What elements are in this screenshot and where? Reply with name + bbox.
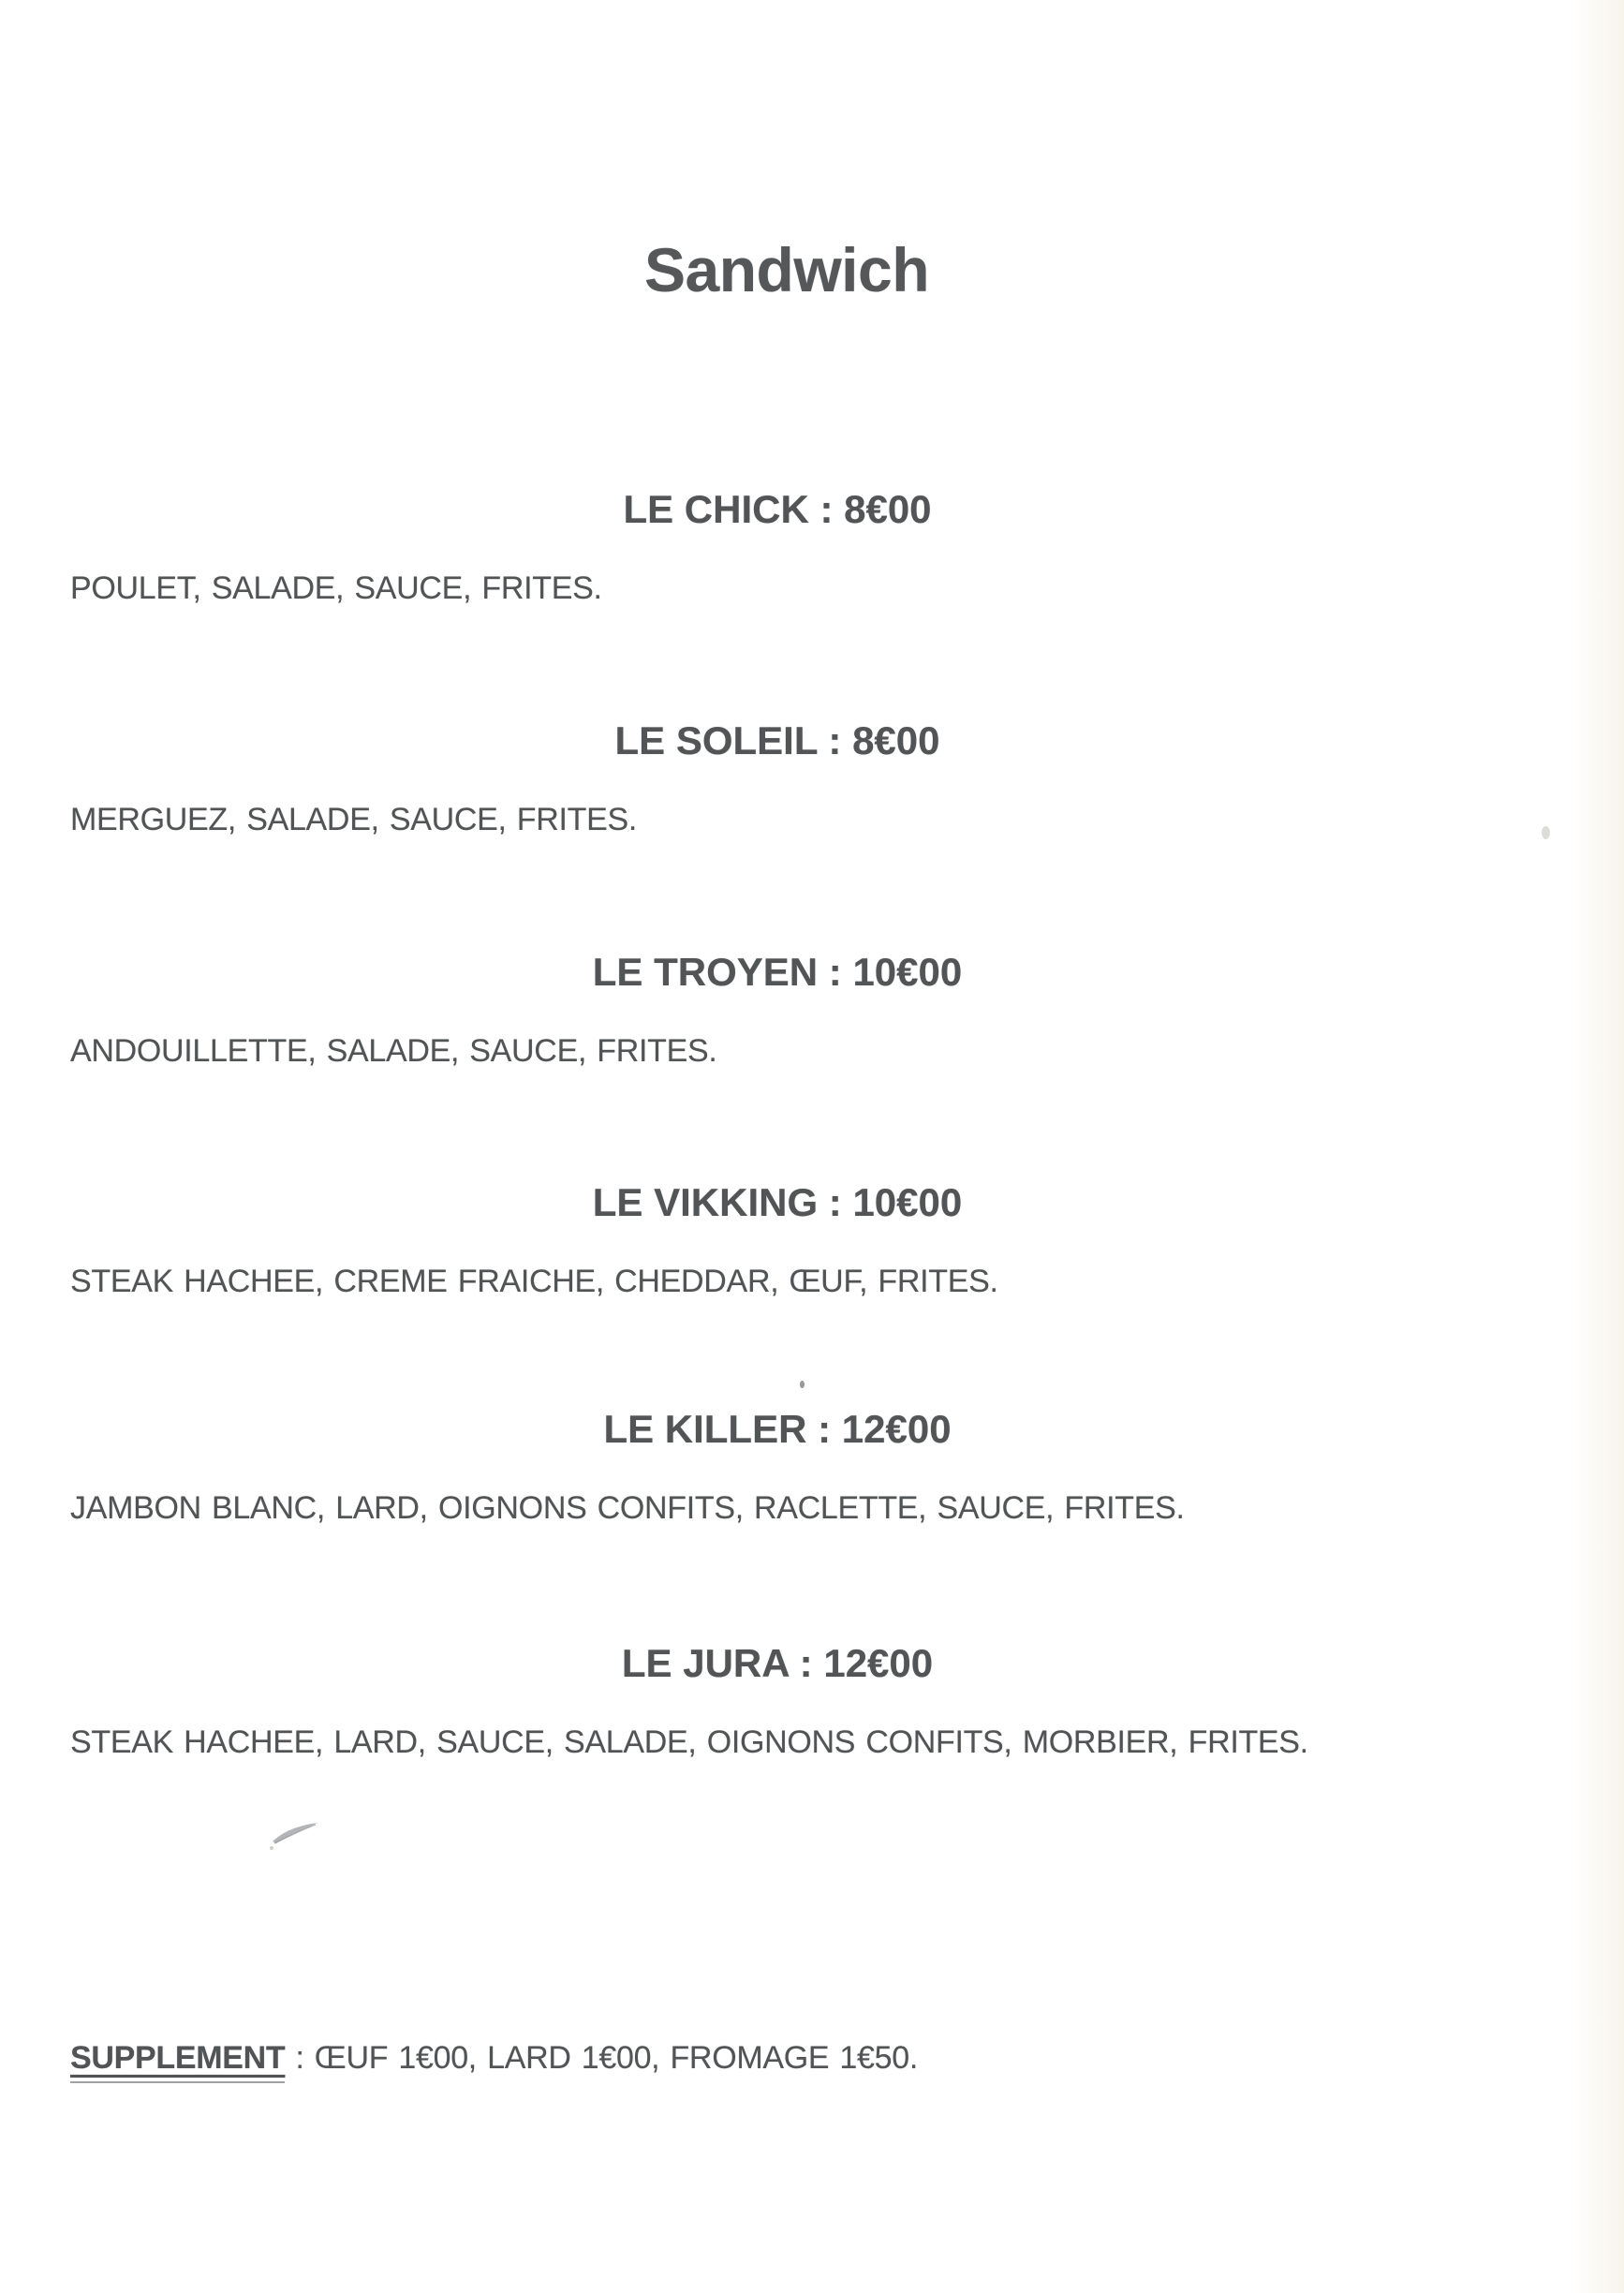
pen-scribble-artifact	[267, 1819, 325, 1849]
menu-item	[0, 1178, 1624, 1302]
menu-item	[0, 485, 1624, 609]
menu-item-heading: LE JURA : 12€00	[621, 1641, 934, 1685]
menu-item-ingredients: STEAK HACHEE, CREME FRAICHE, CHEDDAR, ŒUF, FRITES.	[70, 1264, 998, 1299]
smudge-artifact	[1542, 826, 1550, 839]
menu-item-heading: LE KILLER : 12€00	[603, 1407, 952, 1451]
menu-item-heading: LE SOLEIL : 8€00	[614, 718, 940, 762]
menu-item-ingredients: ANDOUILLETTE, SALADE, SAUCE, FRITES.	[70, 1033, 717, 1069]
menu-item	[0, 948, 1624, 1072]
supplement-text: : ŒUF 1€00, LARD 1€00, FROMAGE 1€50.	[285, 2040, 918, 2076]
menu-item-heading: LE VIKKING : 10€00	[592, 1180, 963, 1224]
supplement-label: SUPPLEMENT	[70, 2040, 285, 2083]
menu-item-ingredients: STEAK HACHEE, LARD, SAUCE, SALADE, OIGNONS CONFITS, MORBIER, FRITES.	[70, 1724, 1308, 1760]
supplement-line	[70, 2034, 918, 2081]
menu-item	[0, 1405, 1624, 1529]
menu-item	[0, 717, 1624, 840]
page-title: Sandwich	[643, 235, 930, 304]
ink-speck-artifact	[800, 1381, 805, 1388]
menu-item-heading: LE TROYEN : 10€00	[592, 950, 963, 994]
ink-speck-artifact	[270, 1846, 273, 1850]
menu-item-ingredients: JAMBON BLANC, LARD, OIGNONS CONFITS, RACLETTE, SAUCE, FRITES.	[70, 1490, 1185, 1526]
menu-item-heading: LE CHICK : 8€00	[623, 487, 932, 531]
menu-item	[0, 1639, 1624, 1763]
menu-item-ingredients: POULET, SALADE, SAUCE, FRITES.	[70, 570, 602, 606]
scanner-edge-shadow	[1570, 0, 1624, 2293]
menu-item-ingredients: MERGUEZ, SALADE, SAUCE, FRITES.	[70, 802, 638, 837]
